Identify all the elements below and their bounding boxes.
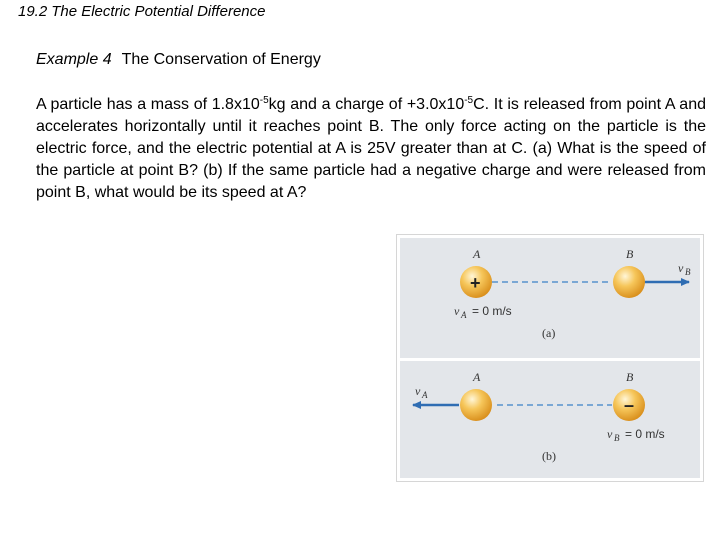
panel-a-point-b-label: B	[626, 247, 634, 261]
example-heading	[36, 51, 321, 69]
panel-a-particle-b	[613, 266, 645, 298]
panel-b-particle-a	[460, 389, 492, 421]
problem-text-2: kg and a charge of +3.0x10	[268, 96, 465, 113]
panel-b-va-subscript: A	[422, 390, 428, 400]
panel-a-point-a-label: A	[473, 247, 481, 261]
example-title: The Conservation of Energy	[121, 51, 321, 68]
panel-a-vb-subscript: B	[685, 267, 691, 277]
panel-b-va-symbol: v	[415, 384, 421, 398]
panel-a-charge-sign: +	[470, 273, 481, 293]
panel-b-vb-value: = 0 m/s	[625, 427, 665, 441]
figure-panel	[396, 234, 704, 482]
problem-statement	[36, 94, 706, 204]
problem-text-3: C. It is released from point A and accelerates horizontally until it reaches point B. The only force acting on the particle is the electric force, and the electric potential at A is 25V greater than at C. (a) What is the speed of the particle at point B? (b) If the same particle had a negative charge and were released from point B, what would be its speed at A?	[36, 96, 707, 201]
panel-a-va-subscript: A	[461, 310, 467, 320]
charge-exponent: -5	[464, 95, 474, 106]
slide-header	[18, 3, 265, 20]
figure-drawing	[397, 235, 703, 481]
panel-b-vb-symbol: v	[607, 427, 613, 441]
panel-a-va-value: = 0 m/s	[472, 304, 512, 318]
panel-b-point-b-label: B	[626, 370, 634, 384]
example-label: Example 4	[36, 51, 112, 68]
panel-a-caption: (a)	[542, 326, 556, 340]
mass-exponent: -5	[259, 95, 269, 106]
panel-b-point-a-label: A	[473, 370, 481, 384]
panel-b-vb-subscript: B	[614, 433, 620, 443]
panel-a-vb-symbol: v	[678, 261, 684, 275]
section-number: 19.2	[18, 3, 48, 20]
panel-b-caption: (b)	[542, 449, 556, 463]
panel-a-va-symbol: v	[454, 304, 460, 318]
panel-b-charge-sign: –	[624, 395, 635, 415]
section-title: The Electric Potential Difference	[51, 3, 266, 20]
panel-a-background	[400, 238, 700, 358]
problem-text-1: A particle has a mass of 1.8x10	[36, 96, 260, 113]
